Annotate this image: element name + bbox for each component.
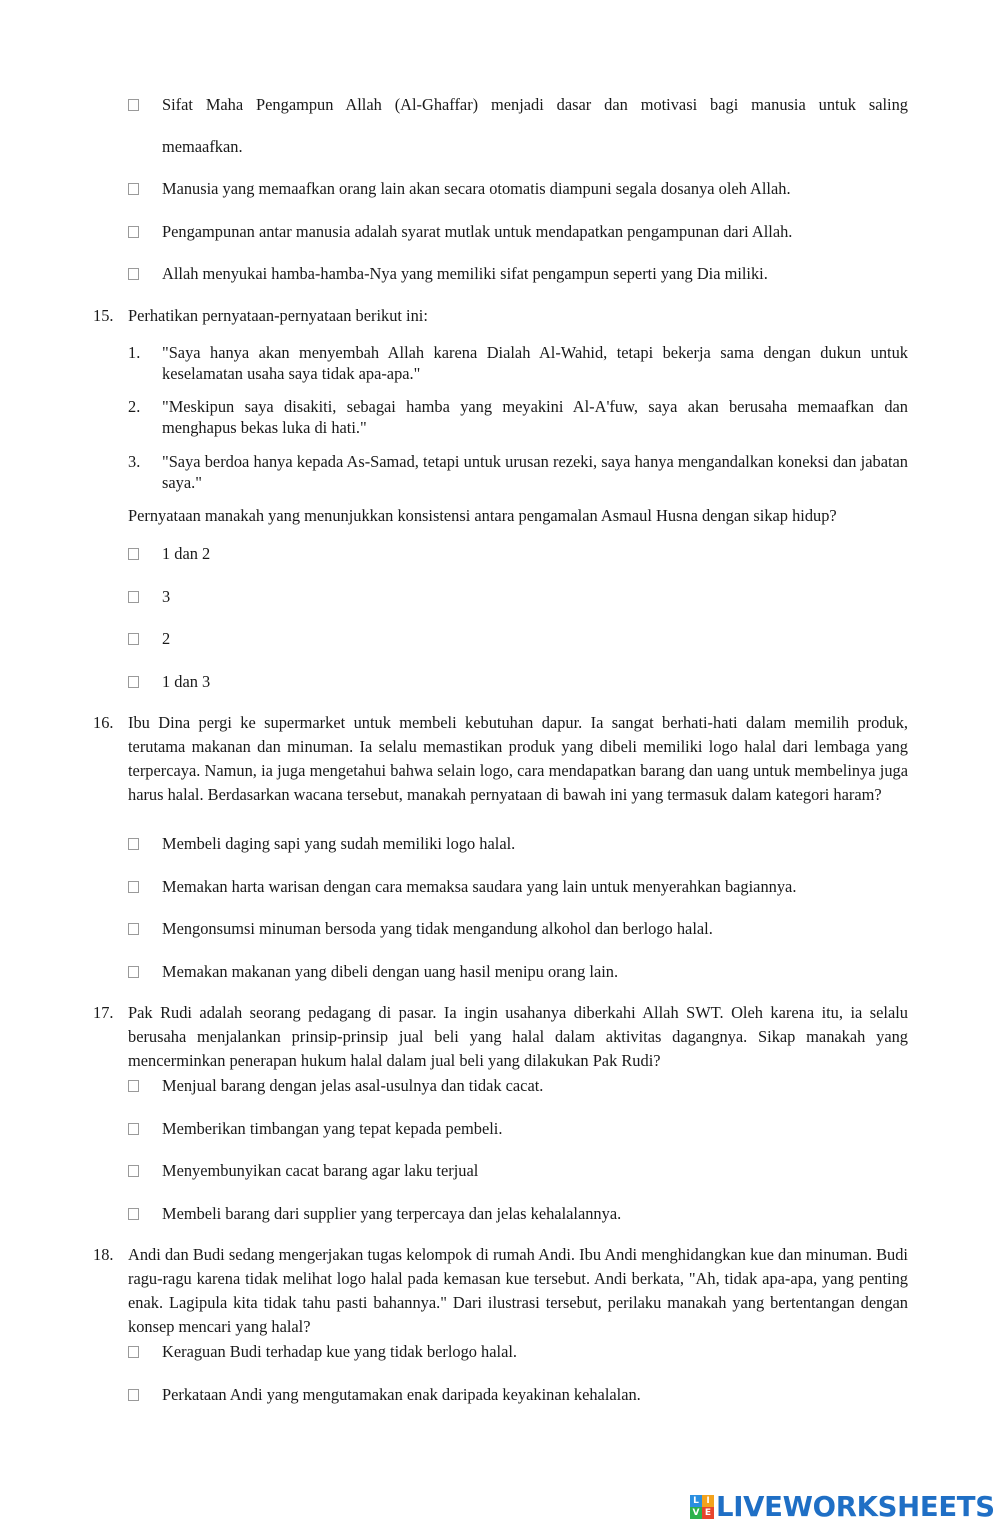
q14-option-4-checkbox[interactable] [128,268,139,280]
q17-option-4-text: Membeli barang dari supplier yang terpercaya dan jelas kehalalannya. [162,1204,622,1223]
q15-statement-2-text: "Meskipun saya disakiti, sebagai hamba yang meyakini Al-A'fuw, saya akan berusaha memaafkan dan menghapus bekas luka di hati." [162,397,908,437]
q17-option-3-text: Menyembunyikan cacat barang agar laku terjual [162,1161,479,1180]
liveworksheets-logo-text: LIVEWORKSHEETS [716,1491,995,1523]
q18-option-2-text: Perkataan Andi yang mengutamakan enak daripada keyakinan kehalalan. [162,1385,641,1404]
q15-option-4-checkbox[interactable] [128,676,139,688]
q14-option-1-text: Sifat Maha Pengampun Allah (Al-Ghaffar) menjadi dasar dan motivasi bagi manusia untuk saling [162,95,908,114]
q15-option-2-text: 3 [162,587,171,606]
q15-option-1-checkbox[interactable] [128,548,139,560]
q16-number: 16. [93,713,114,732]
q18-option-1-text: Keraguan Budi terhadap kue yang tidak berlogo halal. [162,1342,518,1361]
q14-option-2-text: Manusia yang memaafkan orang lain akan secara otomatis diampuni segala dosanya oleh Allah. [162,179,791,198]
q17-option-2-checkbox[interactable] [128,1123,139,1135]
q16-option-2-text: Memakan harta warisan dengan cara memaksa saudara yang lain untuk menyerahkan bagiannya. [162,877,797,896]
q14-option-3-text: Pengampunan antar manusia adalah syarat mutlak untuk mendapatkan pengampunan dari Allah. [162,222,793,241]
q15-statement-3-number: 3. [128,452,141,471]
q17-number: 17. [93,1003,114,1022]
q15-statement-3-text: "Saya berdoa hanya kepada As-Samad, tetapi untuk urusan rezeki, saya hanya mengandalkan koneksi dan jabatan saya." [162,452,908,492]
q15-statement-1-text: "Saya hanya akan menyembah Allah karena Dialah Al-Wahid, tetapi bekerja sama dengan dukun untuk keselamatan usaha saya tidak apa-apa." [162,343,908,383]
q16-option-1-text: Membeli daging sapi yang sudah memiliki logo halal. [162,834,516,853]
q15-option-2-checkbox[interactable] [128,591,139,603]
q14-option-3-checkbox[interactable] [128,226,139,238]
q18-option-1-checkbox[interactable] [128,1346,139,1358]
q17-option-3-checkbox[interactable] [128,1165,139,1177]
q17-option-4-checkbox[interactable] [128,1208,139,1220]
liveworksheets-logo [690,1489,995,1525]
q17-text: Pak Rudi adalah seorang pedagang di pasar. Ia ingin usahanya diberkahi Allah SWT. Oleh karena itu, ia selalu berusaha menjalankan prinsip-prinsip jual beli yang halal dalam aktivitas dagangnya. Sikap manakah yang mencerminkan penerapan hukum halal dalam jual beli yang dilakukan Pak Rudi? [128,1003,908,1070]
q15-statement-2-number: 2. [128,397,141,416]
q16-option-3-text: Mengonsumsi minuman bersoda yang tidak mengandung alkohol dan berlogo halal. [162,919,713,938]
q15-intro: Perhatikan pernyataan-pernyataan berikut ini: [128,306,428,325]
q15-question: Pernyataan manakah yang menunjukkan konsistensi antara pengamalan Asmaul Husna dengan sikap hidup? [128,506,837,525]
q17-option-1-text: Menjual barang dengan jelas asal-usulnya dan tidak cacat. [162,1076,544,1095]
q15-option-1-text: 1 dan 2 [162,544,211,563]
q14-option-1-text-continued: memaafkan. [162,137,243,156]
q16-option-4-text: Memakan makanan yang dibeli dengan uang hasil menipu orang lain. [162,962,619,981]
q17-option-2-text: Memberikan timbangan yang tepat kepada pembeli. [162,1119,503,1138]
logo-icon-letter-e: E [702,1507,714,1519]
q16-text: Ibu Dina pergi ke supermarket untuk membeli kebutuhan dapur. Ia sangat berhati-hati dalam memilih produk, terutama makanan dan minuman. Ia selalu memastikan produk yang dibeli memiliki logo halal dari lembaga yang terpercaya. Namun, ia juga mengetahui bahwa selain logo, cara mendapatkan barang dan uang untuk membelinya juga harus halal. Berdasarkan wacana tersebut, manakah pernyataan di bawah ini yang termasuk dalam kategori haram? [128,713,908,804]
q16-option-4-checkbox[interactable] [128,966,139,978]
q15-option-4-text: 1 dan 3 [162,672,211,691]
q16-option-3-checkbox[interactable] [128,923,139,935]
logo-icon-letter-i: I [702,1495,714,1507]
q18-option-2-checkbox[interactable] [128,1389,139,1401]
q14-option-1-checkbox[interactable] [128,99,139,111]
q15-option-3-text: 2 [162,629,171,648]
q15-statement-1-number: 1. [128,343,141,362]
q18-number: 18. [93,1245,114,1264]
liveworksheets-logo-icon [690,1495,714,1519]
q18-text: Andi dan Budi sedang mengerjakan tugas kelompok di rumah Andi. Ibu Andi menghidangkan kue dan minuman. Budi ragu-ragu karena tidak melihat logo halal pada kemasan kue tersebut. Andi berkata, "Ah, tidak apa-apa, yang penting enak. Lagipula kita tidak tahu pasti bahannya." Dari ilustrasi tersebut, perilaku manakah yang bertentangan dengan konsep mencari yang halal? [128,1245,908,1336]
logo-icon-letter-l: L [690,1495,702,1507]
logo-icon-letter-v: V [690,1507,702,1519]
q14-option-4-text: Allah menyukai hamba-hamba-Nya yang memiliki sifat pengampun seperti yang Dia miliki. [162,264,768,283]
q17-option-1-checkbox[interactable] [128,1080,139,1092]
q16-option-2-checkbox[interactable] [128,881,139,893]
q14-option-2-checkbox[interactable] [128,183,139,195]
q15-number: 15. [93,306,114,325]
q15-option-3-checkbox[interactable] [128,633,139,645]
q16-option-1-checkbox[interactable] [128,838,139,850]
